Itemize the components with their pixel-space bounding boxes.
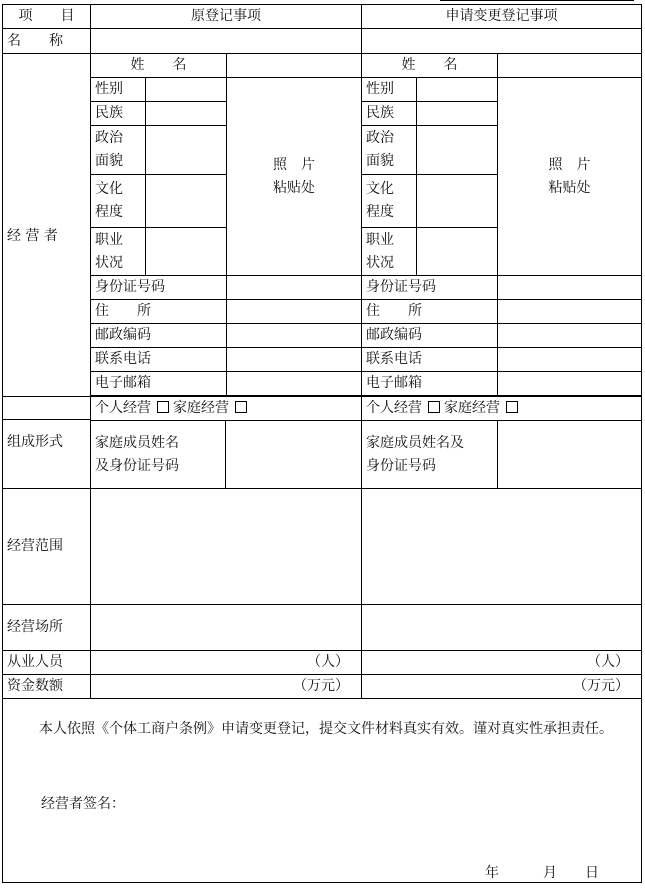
phone-label-original: 联系电话 (91, 348, 227, 372)
gender-label-original: 性别 (91, 78, 146, 102)
staff-label: 从业人员 (3, 651, 91, 675)
name-label: 名 称 (3, 29, 91, 54)
day-label: 日 (585, 865, 599, 881)
capital-change-field[interactable] (362, 675, 642, 699)
family-members-line-2: 及身份证号码 (95, 457, 179, 474)
personal-label: 个人经营 (366, 400, 422, 416)
operator-name-original-field[interactable] (227, 54, 362, 78)
photo-caption-2: 粘贴处 (273, 179, 315, 196)
postal-label-original: 邮政编码 (91, 324, 227, 348)
family-members-original-field[interactable] (226, 421, 362, 489)
premises-change-field[interactable] (362, 605, 642, 651)
capital-unit: （万元） (573, 678, 629, 694)
ethnicity-label-original: 民族 (91, 102, 146, 126)
postal-change-field[interactable] (498, 324, 642, 348)
operator-name-label-change: 姓 名 (362, 54, 498, 78)
email-change-field[interactable] (498, 372, 642, 396)
ethnicity-original-field[interactable] (146, 102, 227, 126)
family-label: 家庭经营 (444, 400, 500, 416)
occupation-label-line-2: 状况 (366, 254, 395, 271)
scope-change-field[interactable] (362, 489, 642, 605)
premises-original-field[interactable] (91, 605, 362, 651)
education-label-line-1: 文化 (95, 181, 123, 197)
declaration-text: 本人依照《个体工商户条例》申请变更登记，提交文件材料真实有效。谨对真实性承担责任。 (39, 721, 613, 737)
capital-original-field[interactable] (91, 675, 362, 699)
family-members-line-1: 家庭成员姓名及 (366, 434, 464, 451)
capital-label: 资金数额 (3, 675, 91, 699)
education-label-line-2: 程度 (366, 204, 395, 220)
political-original-field[interactable] (146, 126, 227, 175)
phone-change-field[interactable] (498, 348, 642, 372)
signature-label: 经营者签名： (41, 796, 125, 812)
gender-change-field[interactable] (417, 78, 498, 102)
email-label-original: 电子邮箱 (91, 372, 227, 396)
id-number-original-field[interactable] (227, 276, 362, 300)
family-members-line-1: 家庭成员姓名 (95, 434, 179, 451)
staff-change-field[interactable] (362, 651, 642, 675)
scope-label: 经营范围 (3, 489, 91, 605)
political-label-line-1: 政治 (366, 130, 395, 146)
address-original-field[interactable] (227, 300, 362, 324)
political-label-line-1: 政治 (95, 130, 123, 146)
gender-label-change: 性别 (362, 78, 417, 102)
premises-label: 经营场所 (3, 605, 91, 651)
id-number-label-change: 身份证号码 (362, 276, 498, 300)
address-change-field[interactable] (498, 300, 642, 324)
photo-caption-1: 照 片 (548, 156, 591, 173)
id-number-change-field[interactable] (498, 276, 642, 300)
change-registration-form-lower (2, 396, 642, 883)
operator-label: 经 营 者 (3, 54, 91, 420)
family-members-change-field[interactable] (498, 421, 642, 489)
personal-checkbox-change[interactable] (428, 401, 440, 413)
operator-name-change-field[interactable] (498, 54, 642, 78)
occupation-label-original (91, 228, 146, 276)
name-change-field[interactable] (362, 29, 642, 54)
education-label-original (91, 175, 146, 228)
photo-area-original[interactable] (227, 78, 362, 276)
header-original: 原登记事项 (91, 5, 362, 29)
composition-options-original (91, 397, 362, 421)
staff-original-field[interactable] (91, 651, 362, 675)
postal-original-field[interactable] (227, 324, 362, 348)
political-label-line-2: 面貌 (95, 153, 123, 169)
political-label-original (91, 126, 146, 175)
photo-caption-2: 粘贴处 (548, 179, 591, 196)
occupation-label-line-2: 状况 (95, 254, 123, 271)
photo-caption-1: 照 片 (273, 156, 315, 173)
personal-label: 个人经营 (95, 400, 151, 416)
ethnicity-change-field[interactable] (417, 102, 498, 126)
family-checkbox-original[interactable] (235, 401, 247, 413)
education-change-field[interactable] (417, 175, 498, 228)
education-label-line-1: 文化 (366, 181, 395, 197)
email-label-change: 电子邮箱 (362, 372, 498, 396)
photo-area-change[interactable] (498, 78, 642, 276)
education-label-line-2: 程度 (95, 204, 123, 220)
name-original-field[interactable] (91, 29, 362, 54)
header-change: 申请变更登记事项 (362, 5, 642, 29)
month-label: 月 (543, 865, 557, 881)
staff-unit: （人） (587, 654, 629, 670)
occupation-original-field[interactable] (146, 228, 227, 276)
education-original-field[interactable] (146, 175, 227, 228)
date-line (485, 862, 599, 883)
capital-unit: （万元） (293, 678, 349, 694)
composition-label: 组成形式 (3, 397, 91, 489)
email-original-field[interactable] (227, 372, 362, 396)
address-label-change: 住 所 (362, 300, 498, 324)
political-change-field[interactable] (417, 126, 498, 175)
ethnicity-label-change: 民族 (362, 102, 417, 126)
family-label: 家庭经营 (173, 400, 229, 416)
political-label-change (362, 126, 417, 175)
change-registration-form (2, 4, 642, 420)
occupation-label-line-1: 职业 (366, 231, 395, 248)
gender-original-field[interactable] (146, 78, 227, 102)
personal-checkbox-original[interactable] (157, 401, 169, 413)
phone-label-change: 联系电话 (362, 348, 498, 372)
education-label-change (362, 175, 417, 228)
occupation-label-line-1: 职业 (95, 231, 123, 248)
year-label: 年 (485, 865, 499, 881)
occupation-change-field[interactable] (417, 228, 498, 276)
postal-label-change: 邮政编码 (362, 324, 498, 348)
declaration-box (3, 699, 642, 883)
header-item: 项 目 (3, 5, 91, 29)
phone-original-field[interactable] (227, 348, 362, 372)
scope-original-field[interactable] (91, 489, 362, 605)
operator-name-label-original: 姓 名 (91, 54, 227, 78)
occupation-label-change (362, 228, 417, 276)
family-checkbox-change[interactable] (506, 401, 518, 413)
id-number-label-original: 身份证号码 (91, 276, 227, 300)
address-label-original: 住 所 (91, 300, 227, 324)
political-label-line-2: 面貌 (366, 153, 395, 169)
composition-options-change (362, 397, 642, 421)
family-members-label-change (362, 421, 498, 489)
family-members-line-2: 身份证号码 (366, 457, 436, 474)
staff-unit: （人） (307, 654, 349, 670)
top-rule (440, 0, 634, 1)
family-members-label-original (91, 421, 226, 489)
